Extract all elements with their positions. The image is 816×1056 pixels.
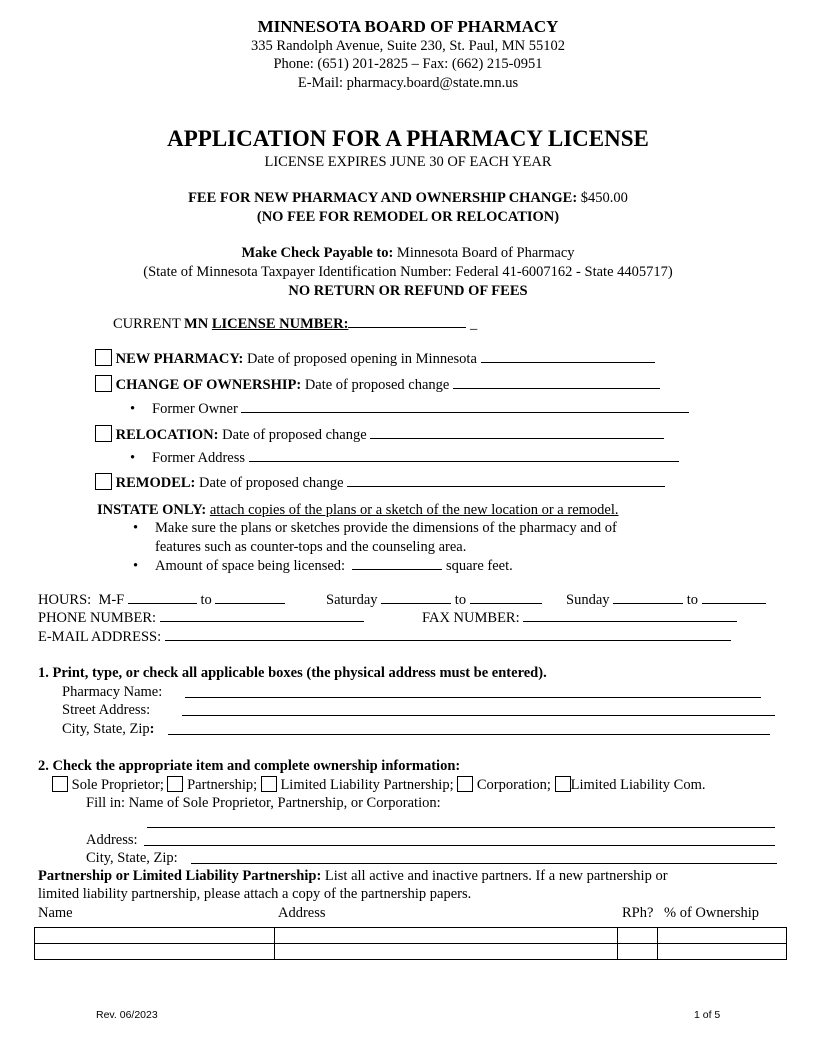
check-payee: Minnesota Board of Pharmacy [396, 245, 575, 261]
relocation-prompt: Date of proposed change [222, 427, 367, 443]
remodel-checkbox[interactable] [95, 473, 112, 490]
city-state-zip-row [62, 721, 155, 738]
bullet-icon: • [130, 401, 136, 417]
partnership-label: Partnership or Limited Liability Partnership: [38, 868, 322, 884]
bullet-icon: • [133, 558, 139, 574]
partner-name-cell[interactable] [35, 944, 275, 960]
corporation-label: Corporation; [476, 777, 551, 793]
relocation-label: RELOCATION: [115, 427, 219, 443]
instate-bullet-2 [133, 557, 513, 575]
square-feet-field[interactable] [352, 557, 442, 570]
instate-text: attach copies of the plans or a sketch of the new location or a remodel. [209, 502, 619, 518]
change-ownership-checkbox[interactable] [95, 375, 112, 392]
fax-row [422, 609, 737, 627]
fax-field[interactable] [523, 609, 737, 622]
change-ownership-label: CHANGE OF OWNERSHIP: [115, 377, 302, 393]
fax-label: FAX NUMBER: [422, 610, 520, 626]
instate-line [97, 502, 619, 519]
partner-rph-cell[interactable] [618, 928, 658, 944]
remodel-row [95, 473, 665, 492]
fee-amount: $450.00 [580, 190, 628, 206]
board-address: 335 Randolph Avenue, Suite 230, St. Paul, MN 55102 [251, 38, 565, 54]
ownership-type-row [52, 776, 706, 794]
partnership-text-2: limited liability partnership, please attach a copy of the partnership papers. [38, 886, 472, 902]
partner-address-cell[interactable] [274, 928, 618, 944]
saturday-hours [326, 591, 542, 609]
partner-ownership-cell[interactable] [658, 928, 787, 944]
hours-mf-label: M-F [98, 592, 125, 608]
sunday-open-field[interactable] [613, 591, 683, 604]
license-number-trailing: _ [470, 316, 478, 332]
partners-table [34, 927, 787, 960]
sunday-close-field[interactable] [702, 591, 766, 604]
owner-address-label: Address: [86, 832, 138, 848]
fee-line [0, 190, 816, 207]
mf-to-label: to [200, 592, 212, 608]
page-number: 1 of 5 [694, 1009, 721, 1021]
pharmacy-name-field[interactable] [185, 684, 761, 698]
page-title: APPLICATION FOR A PHARMACY LICENSE [167, 126, 649, 151]
email-row [38, 628, 731, 646]
email-field[interactable] [165, 628, 731, 641]
column-address-header: Address [278, 905, 326, 921]
phone-field[interactable] [160, 609, 364, 622]
pharmacy-name-row [62, 684, 162, 701]
current-label: CURRENT [113, 316, 181, 332]
bullet-icon: • [130, 450, 136, 466]
current-license-line [113, 315, 477, 333]
saturday-open-field[interactable] [381, 591, 451, 604]
license-number-label: LICENSE NUMBER: [211, 316, 349, 332]
owner-city-label: City, State, Zip: [86, 850, 178, 866]
mf-open-field[interactable] [128, 591, 197, 604]
license-number-field[interactable] [348, 315, 466, 328]
board-email: E-Mail: pharmacy.board@state.mn.us [297, 75, 519, 91]
table-row [35, 928, 787, 944]
instate-bullet-1-line2: features such as counter-tops and the counseling area. [155, 539, 467, 555]
sunday-hours [566, 591, 766, 609]
check-payable-label: Make Check Payable to: [241, 245, 394, 261]
email-label: E-MAIL ADDRESS: [38, 629, 162, 645]
city-state-zip-colon: : [149, 721, 155, 737]
owner-city-field[interactable] [191, 850, 777, 864]
partner-rph-cell[interactable] [618, 944, 658, 960]
section-1-heading: 1. Print, type, or check all applicable boxes (the physical address must be entered). [38, 665, 547, 681]
license-expires: LICENSE EXPIRES JUNE 30 OF EACH YEAR [264, 154, 552, 170]
change-ownership-row [95, 375, 660, 394]
instate-bullet-1-line1: Make sure the plans or sketches provide the dimensions of the pharmacy and of [155, 520, 617, 536]
revision-date: Rev. 06/2023 [96, 1009, 158, 1021]
check-payable-line [0, 245, 816, 262]
fee-label: FEE FOR NEW PHARMACY AND OWNERSHIP CHANGE: [188, 190, 578, 206]
llc-label: Limited Liability Com. [570, 777, 706, 793]
former-owner-label: Former Owner [152, 401, 238, 417]
city-state-zip-field[interactable] [168, 721, 770, 735]
new-pharmacy-label: NEW PHARMACY: [115, 351, 244, 367]
remodel-label: REMODEL: [115, 475, 196, 491]
mn-label: MN [184, 316, 209, 332]
owner-name-field[interactable] [147, 814, 775, 828]
hours-row [38, 591, 285, 609]
new-pharmacy-checkbox[interactable] [95, 349, 112, 366]
owner-address-field[interactable] [144, 832, 775, 846]
remodel-date-field[interactable] [347, 474, 665, 487]
partnership-line-1 [38, 868, 668, 885]
change-ownership-date-field[interactable] [453, 376, 660, 389]
partnership-checkbox[interactable] [167, 776, 183, 792]
section-2-heading: 2. Check the appropriate item and complete ownership information: [38, 758, 461, 774]
saturday-close-field[interactable] [470, 591, 542, 604]
new-pharmacy-row [95, 349, 655, 368]
instate-bullet-1 [133, 520, 617, 537]
square-feet-unit: square feet. [445, 558, 513, 574]
llc-checkbox[interactable] [555, 776, 571, 792]
phone-row [38, 609, 364, 627]
instate-label: INSTATE ONLY: [97, 502, 207, 518]
partner-ownership-cell[interactable] [658, 944, 787, 960]
sole-proprietor-checkbox[interactable] [52, 776, 68, 792]
sunday-label: Sunday [566, 592, 610, 608]
column-name-header: Name [38, 905, 73, 921]
no-refund-note: NO RETURN OR REFUND OF FEES [288, 283, 528, 299]
street-address-field[interactable] [182, 702, 775, 716]
city-state-zip-label: City, State, Zip [62, 721, 150, 737]
taxpayer-id: (State of Minnesota Taxpayer Identification Number: Federal 41-6007162 - State 4405717) [143, 264, 673, 280]
saturday-to-label: to [454, 592, 467, 608]
relocation-date-field[interactable] [370, 426, 664, 439]
bullet-icon: • [133, 520, 139, 536]
former-address-field[interactable] [249, 449, 679, 462]
change-ownership-prompt: Date of proposed change [304, 377, 450, 393]
former-owner-field[interactable] [241, 400, 689, 413]
street-address-label: Street Address: [62, 702, 151, 718]
table-row [35, 944, 787, 960]
relocation-checkbox[interactable] [95, 425, 112, 442]
column-rph-header: RPh? [622, 905, 654, 921]
relocation-row [95, 425, 664, 444]
partner-name-cell[interactable] [35, 928, 275, 944]
new-pharmacy-prompt: Date of proposed opening in Minnesota [246, 351, 477, 367]
new-pharmacy-date-field[interactable] [481, 350, 655, 363]
partnership-text-1: List all active and inactive partners. If a new partnership or [324, 868, 668, 884]
remodel-prompt: Date of proposed change [199, 475, 344, 491]
column-ownership-header: % of Ownership [664, 905, 760, 921]
street-address-row [62, 702, 150, 719]
board-phone-fax: Phone: (651) 201-2825 – Fax: (662) 215-0951 [273, 56, 543, 72]
hours-label: HOURS: [38, 592, 92, 608]
former-address-label: Former Address [152, 450, 246, 466]
phone-label: PHONE NUMBER: [38, 610, 157, 626]
pharmacy-name-label: Pharmacy Name: [62, 684, 163, 700]
sunday-to-label: to [686, 592, 699, 608]
llp-label: Limited Liability Partnership; [280, 777, 454, 793]
no-fee-note: (NO FEE FOR REMODEL OR RELOCATION) [256, 209, 560, 225]
llp-checkbox[interactable] [261, 776, 277, 792]
space-licensed-label: Amount of space being licensed: [155, 558, 346, 574]
board-name: MINNESOTA BOARD OF PHARMACY [257, 17, 559, 36]
former-address-row [130, 449, 679, 467]
corporation-checkbox[interactable] [457, 776, 473, 792]
partner-address-cell[interactable] [274, 944, 618, 960]
mf-close-field[interactable] [215, 591, 285, 604]
fill-in-label: Fill in: Name of Sole Proprietor, Partnership, or Corporation: [86, 795, 441, 811]
saturday-label: Saturday [326, 592, 378, 608]
partnership-label: Partnership; [187, 777, 258, 793]
former-owner-row [130, 400, 689, 418]
sole-proprietor-label: Sole Proprietor; [71, 777, 164, 793]
